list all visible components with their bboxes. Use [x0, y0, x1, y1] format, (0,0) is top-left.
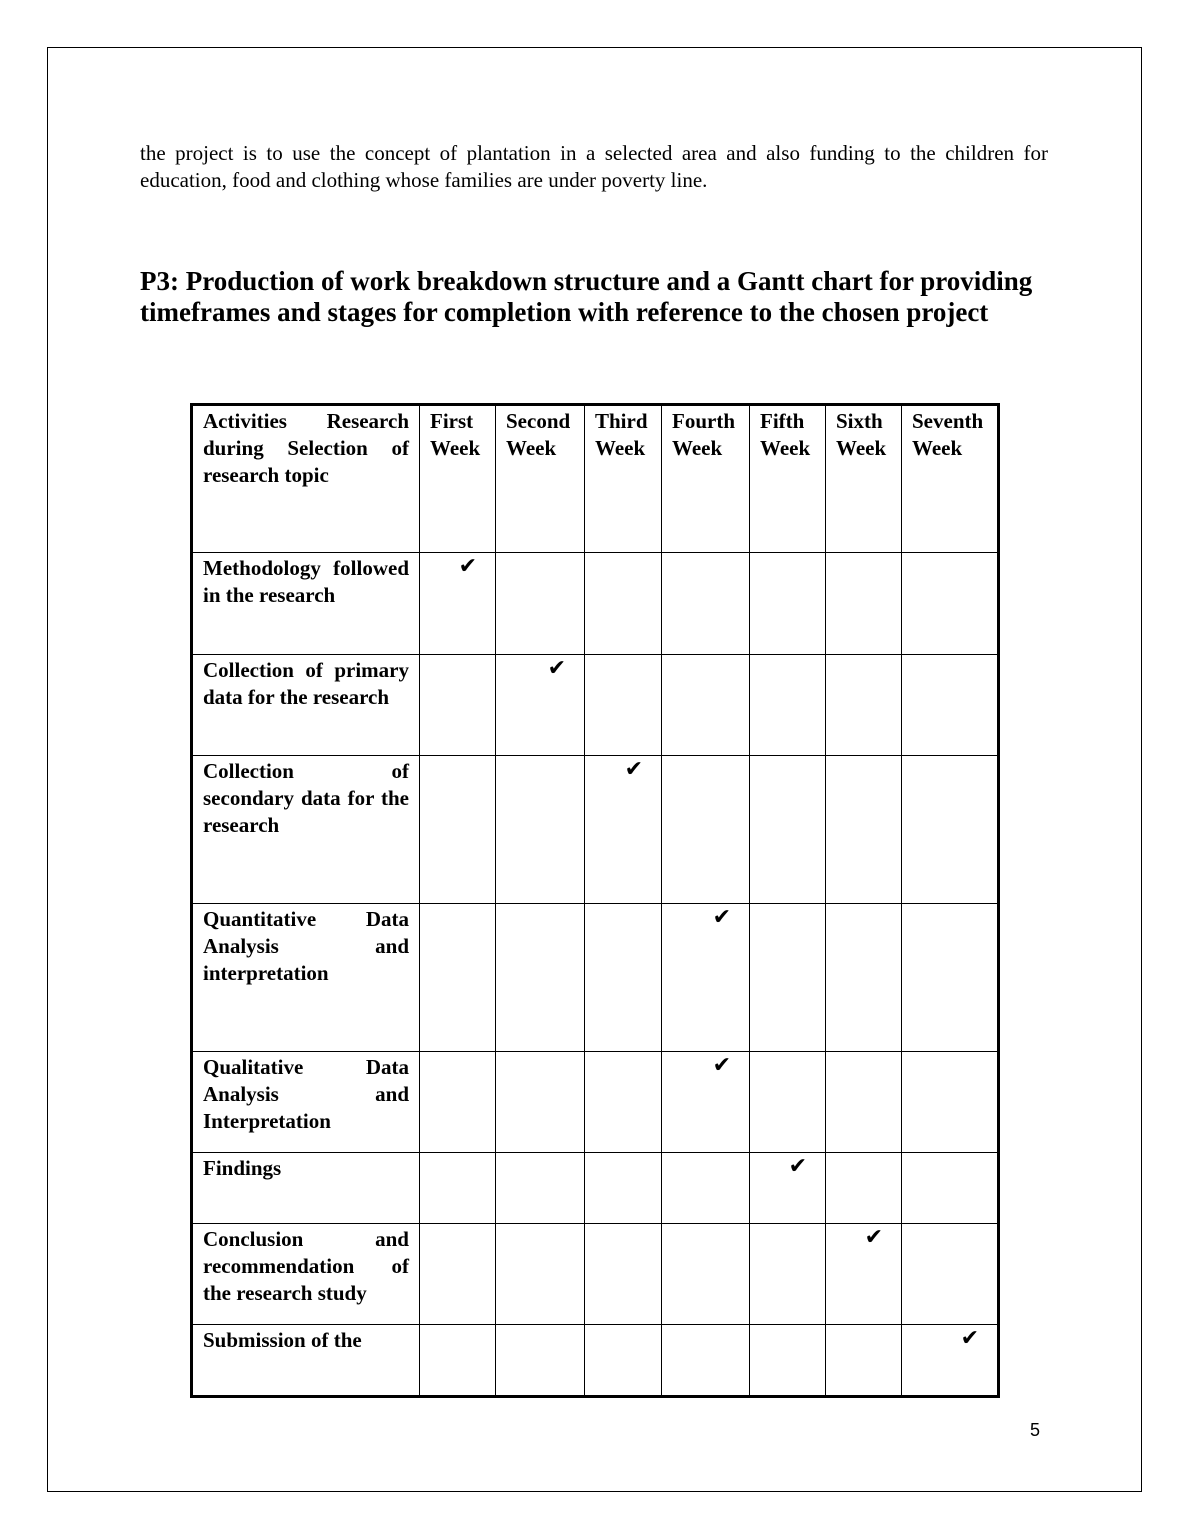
week-cell [662, 1052, 750, 1153]
week-cell [826, 553, 902, 655]
week-cell [902, 1052, 999, 1153]
header-week: Seventh Week [902, 405, 999, 553]
week-cell [585, 756, 662, 904]
section-heading: P3: Production of work breakdown structure and a Gantt chart for providing timeframes and stages for completion with reference to the chosen project [140, 266, 1033, 327]
week-cell [750, 655, 826, 756]
checkmark-icon: ✔ [712, 905, 731, 930]
week-cell [826, 904, 902, 1052]
week-cell [826, 1325, 902, 1397]
table-row [192, 655, 999, 756]
week-cell [496, 1153, 585, 1224]
activity-cell: Conclusion and recommendation of the research study [192, 1224, 420, 1325]
header-week: Second Week [496, 405, 585, 553]
week-cell [420, 553, 496, 655]
header-week: Third Week [585, 405, 662, 553]
week-cell [496, 756, 585, 904]
week-cell [750, 1153, 826, 1224]
activity-cell: Quantitative Data Analysis and interpretation [192, 904, 420, 1052]
week-cell [420, 1325, 496, 1397]
table-row [192, 1052, 999, 1153]
week-cell [662, 904, 750, 1052]
activity-cell: Methodology followed in the research [192, 553, 420, 655]
activity-cell: Collection of primary data for the research [192, 655, 420, 756]
body-paragraph: the project is to use the concept of plantation in a selected area and also funding to the children for education, food and clothing whose families are under poverty line. [140, 141, 1048, 192]
week-cell [662, 655, 750, 756]
checkmark-icon: ✔ [547, 656, 566, 681]
week-cell [662, 1224, 750, 1325]
checkmark-icon: ✔ [624, 757, 643, 782]
week-cell [496, 1224, 585, 1325]
week-cell [496, 553, 585, 655]
header-week: First Week [420, 405, 496, 553]
week-cell [420, 756, 496, 904]
week-cell [496, 1325, 585, 1397]
week-cell [420, 1052, 496, 1153]
activity-cell: Submission of the [192, 1325, 420, 1397]
week-cell [420, 1224, 496, 1325]
week-cell [902, 553, 999, 655]
table-row [192, 1153, 999, 1224]
table-header-row [192, 405, 999, 553]
week-cell [826, 655, 902, 756]
week-cell [420, 904, 496, 1052]
checkmark-icon: ✔ [960, 1326, 979, 1351]
week-cell [902, 904, 999, 1052]
week-cell [902, 1224, 999, 1325]
week-cell [826, 1052, 902, 1153]
week-cell [662, 1153, 750, 1224]
activity-cell: Findings [192, 1153, 420, 1224]
week-cell [662, 756, 750, 904]
header-activity: Activities Research during Selection of research topic [192, 405, 420, 553]
week-cell [826, 756, 902, 904]
week-cell [585, 655, 662, 756]
checkmark-icon: ✔ [712, 1053, 731, 1078]
header-week: Fifth Week [750, 405, 826, 553]
week-cell [902, 1325, 999, 1397]
table-row [192, 553, 999, 655]
table-row [192, 904, 999, 1052]
week-cell [585, 1224, 662, 1325]
table-row [192, 756, 999, 904]
header-week: Fourth Week [662, 405, 750, 553]
header-week: Sixth Week [826, 405, 902, 553]
week-cell [750, 756, 826, 904]
table-row [192, 1325, 999, 1397]
week-cell [420, 655, 496, 756]
week-cell [420, 1153, 496, 1224]
checkmark-icon: ✔ [788, 1154, 807, 1179]
week-cell [826, 1224, 902, 1325]
week-cell [750, 904, 826, 1052]
week-cell [496, 655, 585, 756]
week-cell [750, 553, 826, 655]
week-cell [902, 655, 999, 756]
week-cell [585, 1325, 662, 1397]
checkmark-icon: ✔ [458, 554, 477, 579]
week-cell [750, 1224, 826, 1325]
week-cell [902, 1153, 999, 1224]
week-cell [496, 904, 585, 1052]
week-cell [585, 1052, 662, 1153]
week-cell [750, 1052, 826, 1153]
week-cell [750, 1325, 826, 1397]
week-cell [585, 904, 662, 1052]
gantt-table [190, 403, 1000, 1398]
table-row [192, 1224, 999, 1325]
activity-cell: Collection of secondary data for the research [192, 756, 420, 904]
page-number: 5 [1030, 1420, 1041, 1440]
week-cell [585, 1153, 662, 1224]
week-cell [826, 1153, 902, 1224]
week-cell [496, 1052, 585, 1153]
week-cell [585, 553, 662, 655]
week-cell [902, 756, 999, 904]
checkmark-icon: ✔ [864, 1225, 883, 1250]
activity-cell: Qualitative Data Analysis and Interpretation [192, 1052, 420, 1153]
week-cell [662, 553, 750, 655]
week-cell [662, 1325, 750, 1397]
